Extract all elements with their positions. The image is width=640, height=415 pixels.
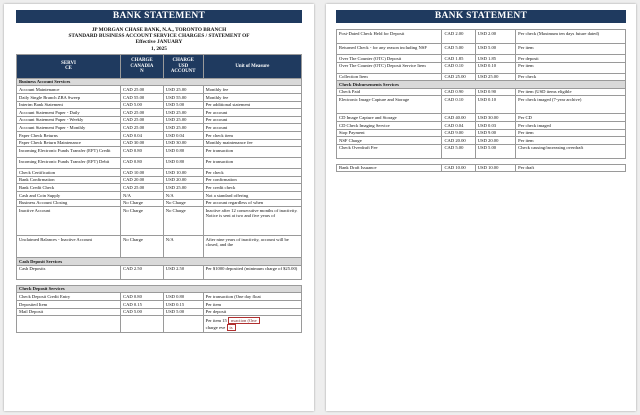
unit-of-measure-cell: Per transaction (One day float [203, 293, 301, 301]
charge-usd-cell: USD 25.00 [163, 124, 203, 132]
service-cell: Incoming Electronic Funds Transfer (EFT) Credit [17, 147, 121, 158]
unit-of-measure-cell: Per item (USD items eligible [516, 88, 626, 96]
unit-of-measure-cell: Per check imaged (7-year archive) [516, 96, 626, 114]
heading-effective: Effective JANUARY [135, 39, 183, 46]
service-cell: Over The Counter (OTC) Deposit [337, 55, 442, 63]
charge-usd-cell: USD 0.80 [163, 158, 203, 169]
unit-of-measure-cell: Per check [516, 73, 626, 81]
table-row [17, 116, 302, 124]
unit-of-measure-cell: Per deposit [203, 308, 301, 316]
table-row [337, 129, 626, 137]
charge-usd-cell: USD 0.80 [163, 293, 203, 301]
service-cell: Check Overdraft Fee [337, 144, 442, 158]
service-cell: Collection Item [337, 73, 442, 81]
charge-usd-cell: USD 30.00 [163, 139, 203, 147]
service-cell: Bank Draft Issuance [337, 164, 442, 172]
table-row [17, 293, 302, 301]
table-row [337, 96, 626, 114]
charge-usd-cell: USD 25.00 [163, 184, 203, 192]
heading-schedule-title: STANDARD BUSINESS ACCOUNT SERVICE CHARGES / STATEMENT OF [68, 33, 250, 40]
charge-cad-cell: CAD 25.00 [121, 116, 164, 124]
service-cell: Business Account Closing [17, 199, 121, 207]
unit-of-measure-cell: Per item [203, 300, 301, 308]
charge-usd-cell: USD 20.00 [163, 176, 203, 184]
charge-usd-cell [163, 316, 203, 333]
left-fee-table [16, 54, 302, 333]
charge-cad-cell: No Charge [121, 199, 164, 207]
charge-usd-cell: USD 2.50 [163, 265, 203, 279]
service-cell: NSF Charge [337, 137, 442, 145]
charge-usd-cell: USD 0.80 [163, 147, 203, 158]
section-title: Business Account Services [17, 78, 302, 86]
left-fee-rows [17, 78, 302, 332]
service-cell: Deposited Item [17, 300, 121, 308]
charge-cad-cell: CAD 25.00 [121, 184, 164, 192]
charge-cad-cell: CAD 9.00 [442, 129, 475, 137]
charge-usd-cell: USD 1.85 [475, 55, 515, 63]
table-row [17, 199, 302, 207]
charge-usd-cell: USD 25.00 [163, 109, 203, 117]
heading-bank-name: JP MORGAN CHASE BANK, N.A., TORONTO BRANCH [91, 27, 227, 33]
left-document-page [4, 4, 314, 411]
unit-of-measure-cell: Per check imaged [516, 121, 626, 129]
table-row [17, 86, 302, 94]
unit-of-measure-cell: Not a standard offering [203, 191, 301, 199]
charge-cad-cell: CAD 25.00 [121, 124, 164, 132]
table-row [17, 109, 302, 117]
service-cell: Account Maintenance [17, 86, 121, 94]
table-row [17, 236, 302, 258]
service-cell: Interim Bank Statement [17, 101, 121, 109]
charge-cad-cell: CAD 5.00 [121, 308, 164, 316]
charge-cad-cell: CAD 0.80 [121, 158, 164, 169]
charge-usd-cell: No Charge [163, 199, 203, 207]
charge-cad-cell: No Charge [121, 207, 164, 236]
service-cell: Check Paid [337, 88, 442, 96]
unit-of-measure-cell: Check causing/increasing overdraft [516, 144, 626, 158]
overlay-text-1: Per item 15 [205, 317, 227, 323]
charge-cad-cell: CAD 0.80 [121, 147, 164, 158]
right-document-page [326, 4, 636, 411]
heading-date: 1, 2025 [151, 45, 167, 52]
charge-cad-cell: CAD 2.50 [121, 265, 164, 279]
table-row [337, 114, 626, 122]
table-row [17, 191, 302, 199]
charge-cad-cell: CAD 0.90 [442, 88, 475, 96]
section-title: Check Deposit Services [17, 285, 302, 293]
unit-of-measure-cell: Per account [203, 116, 301, 124]
section-header-row [17, 78, 302, 86]
charge-usd-cell: N/A [163, 191, 203, 199]
charge-usd-cell: USD 20.00 [475, 137, 515, 145]
service-cell: Unclaimed Balances - Inactive Account [17, 236, 121, 258]
section-header-row [17, 285, 302, 293]
overlay-text-2: charge eve [205, 324, 226, 330]
service-cell: CD Image Capture and Storage [337, 114, 442, 122]
charge-usd-cell: USD 0.10 [475, 62, 515, 73]
charge-usd-cell: USD 25.00 [163, 116, 203, 124]
charge-cad-cell: CAD 0.04 [121, 131, 164, 139]
charge-cad-cell: CAD 25.00 [121, 86, 164, 94]
red-annotation-text-2: ts [229, 324, 233, 330]
statement-heading [16, 27, 302, 52]
right-fee-table [336, 29, 626, 172]
table-row [17, 139, 302, 147]
unit-of-measure-cell: Per account [203, 109, 301, 117]
charge-usd-cell: USD 9.00 [475, 129, 515, 137]
table-row [337, 164, 626, 172]
table-row [17, 176, 302, 184]
table-row [17, 147, 302, 158]
charge-cad-cell: N/A [121, 191, 164, 199]
unit-of-measure-cell: Per confirmation [203, 176, 301, 184]
service-cell: Cash Deposits [17, 265, 121, 279]
table-row [337, 88, 626, 96]
charge-cad-cell: CAD 0.10 [442, 96, 475, 114]
service-cell: Returned Check - for any reason including NSF [337, 44, 442, 55]
table-row [17, 124, 302, 132]
unit-of-measure-cell: Per check item [203, 131, 301, 139]
unit-of-measure-cell: Per transaction [203, 147, 301, 158]
red-annotation-text: nsaction (One [231, 317, 257, 323]
charge-cad-cell [121, 316, 164, 333]
unit-of-measure-cell: Monthly fee [203, 94, 301, 102]
service-cell: Check Deposit Credit Entry [17, 293, 121, 301]
charge-cad-cell: CAD 0.04 [442, 121, 475, 129]
col-header-charge-cad: CHARGE CANADIA N [121, 54, 164, 78]
section-header-row [337, 81, 626, 89]
charge-usd-cell: USD 0.90 [475, 88, 515, 96]
charge-cad-cell: CAD 30.00 [121, 139, 164, 147]
charge-usd-cell: USD 55.00 [163, 94, 203, 102]
charge-usd-cell: USD 25.00 [163, 86, 203, 94]
charge-cad-cell: CAD 0.80 [121, 293, 164, 301]
unit-of-measure-cell: Per deposit [516, 55, 626, 63]
red-annotation-box-2 [227, 324, 236, 331]
charge-usd-cell: USD 2.00 [475, 30, 515, 44]
unit-of-measure-cell: Per item [516, 137, 626, 145]
charge-cad-cell: CAD 0.15 [121, 300, 164, 308]
service-cell: Incoming Electronic Funds Transfer (EFT) Debit [17, 158, 121, 169]
charge-usd-cell: USD 0.15 [163, 300, 203, 308]
table-row [337, 144, 626, 158]
charge-cad-cell: CAD 20.00 [442, 137, 475, 145]
table-row [17, 158, 302, 169]
service-cell: Cash and Coin Supply [17, 191, 121, 199]
service-cell: Inactive Account [17, 207, 121, 236]
charge-usd-cell: USD 5.00 [163, 308, 203, 316]
table-row [17, 300, 302, 308]
service-cell: Daily Single Branch ZBA Sweep [17, 94, 121, 102]
charge-usd-cell: USD 5.00 [475, 44, 515, 55]
unit-of-measure-cell: Per check [203, 169, 301, 177]
unit-of-measure-cell: Per item [516, 129, 626, 137]
table-row [337, 55, 626, 63]
charge-cad-cell: CAD 10.00 [442, 164, 475, 172]
table-row [337, 30, 626, 44]
col-header-service: SERVI CE [17, 54, 121, 78]
charge-cad-cell: CAD 1.85 [442, 55, 475, 63]
unit-of-measure-cell: Per item [516, 44, 626, 55]
unit-of-measure-cell: Per account regardless of when [203, 199, 301, 207]
right-banner-title: BANK STATEMENT [336, 10, 626, 23]
service-cell: Check Certification [17, 169, 121, 177]
charge-cad-cell: CAD 25.00 [121, 109, 164, 117]
service-cell: Bank Confirmation [17, 176, 121, 184]
unit-of-measure-cell: Per item [516, 62, 626, 73]
charge-cad-cell: CAD 10.00 [121, 169, 164, 177]
charge-usd-cell: USD 0.10 [475, 96, 515, 114]
table-row [337, 73, 626, 81]
right-fee-rows [337, 30, 626, 172]
col-header-unit: Unit of Measure [203, 54, 301, 78]
col-header-charge-usd: CHARGE USD ACCOUNT [163, 54, 203, 78]
section-title: Cash Deposit Services [17, 258, 302, 266]
service-cell: Paper Check Returns [17, 131, 121, 139]
charge-usd-cell: USD 5.00 [475, 144, 515, 158]
table-row [17, 94, 302, 102]
unit-of-measure-cell: Monthly fee [203, 86, 301, 94]
charge-usd-cell: USD 30.00 [475, 114, 515, 122]
charge-cad-cell: CAD 25.00 [442, 73, 475, 81]
charge-cad-cell: CAD 40.00 [442, 114, 475, 122]
service-cell: Paper Check Return Maintenance [17, 139, 121, 147]
charge-cad-cell: CAD 20.00 [121, 176, 164, 184]
charge-usd-cell: USD 10.00 [163, 169, 203, 177]
unit-of-measure-cell: Per additional statement [203, 101, 301, 109]
table-row [17, 308, 302, 316]
charge-usd-cell: USD 25.00 [475, 73, 515, 81]
table-row [337, 62, 626, 73]
service-cell: Account Statement Paper - Weekly [17, 116, 121, 124]
service-cell: Mail Deposit [17, 308, 121, 316]
unit-of-measure-cell: Monthly maintenance fee [203, 139, 301, 147]
charge-usd-cell: No Charge [163, 207, 203, 236]
unit-of-measure-cell: Inactive after 12 consecutive months of inactivity. Notice is sent at two and five years of [203, 207, 301, 236]
charge-cad-cell: CAD 5.00 [121, 101, 164, 109]
table-row [337, 44, 626, 55]
service-cell: Stop Payment [337, 129, 442, 137]
unit-of-measure-cell: Per CD [516, 114, 626, 122]
red-annotation-box [228, 317, 260, 324]
unit-of-measure-cell: Per credit check [203, 184, 301, 192]
table-row [17, 265, 302, 279]
left-banner-title: BANK STATEMENT [16, 10, 302, 23]
unit-of-measure-cell: After nine years of inactivity, account will be closed, and the [203, 236, 301, 258]
charge-cad-cell: CAD 2.00 [442, 30, 475, 44]
charge-cad-cell: No Charge [121, 236, 164, 258]
unit-of-measure-cell: Per $1000 deposited (minimum charge of $25.00) [203, 265, 301, 279]
table-row [17, 184, 302, 192]
section-header-row [17, 258, 302, 266]
service-cell: Bank Credit Check [17, 184, 121, 192]
service-cell: Over The Counter (OTC) Deposit Service Item [337, 62, 442, 73]
service-cell: Post-Dated Check Held for Deposit [337, 30, 442, 44]
service-cell: Electronic Image Capture and Storage [337, 96, 442, 114]
table-row [337, 137, 626, 145]
charge-cad-cell: CAD 55.00 [121, 94, 164, 102]
charge-cad-cell: CAD 5.00 [442, 144, 475, 158]
charge-usd-cell: USD 5.00 [163, 101, 203, 109]
section-title: Check Disbursements Services [337, 81, 626, 89]
charge-cad-cell: CAD 0.10 [442, 62, 475, 73]
table-row [17, 207, 302, 236]
unit-of-measure-cell: Per draft [516, 164, 626, 172]
unit-of-measure-cell: Per account [203, 124, 301, 132]
unit-of-measure-cell [203, 316, 301, 333]
service-cell: Account Statement Paper - Daily [17, 109, 121, 117]
unit-of-measure-cell: Per transaction [203, 158, 301, 169]
charge-cad-cell: CAD 5.00 [442, 44, 475, 55]
charge-usd-cell: N/A [163, 236, 203, 258]
table-row [17, 101, 302, 109]
table-row [17, 169, 302, 177]
table-row [17, 131, 302, 139]
table-row [337, 121, 626, 129]
charge-usd-cell: USD 0.04 [163, 131, 203, 139]
charge-usd-cell: USD 0.03 [475, 121, 515, 129]
unit-of-measure-cell: Per check (Maximum ten days future dated) [516, 30, 626, 44]
service-cell: CD Check Imaging Service [337, 121, 442, 129]
service-cell: Account Statement Paper - Monthly [17, 124, 121, 132]
service-cell [17, 316, 121, 333]
table-row [17, 316, 302, 333]
charge-usd-cell: USD 10.00 [475, 164, 515, 172]
